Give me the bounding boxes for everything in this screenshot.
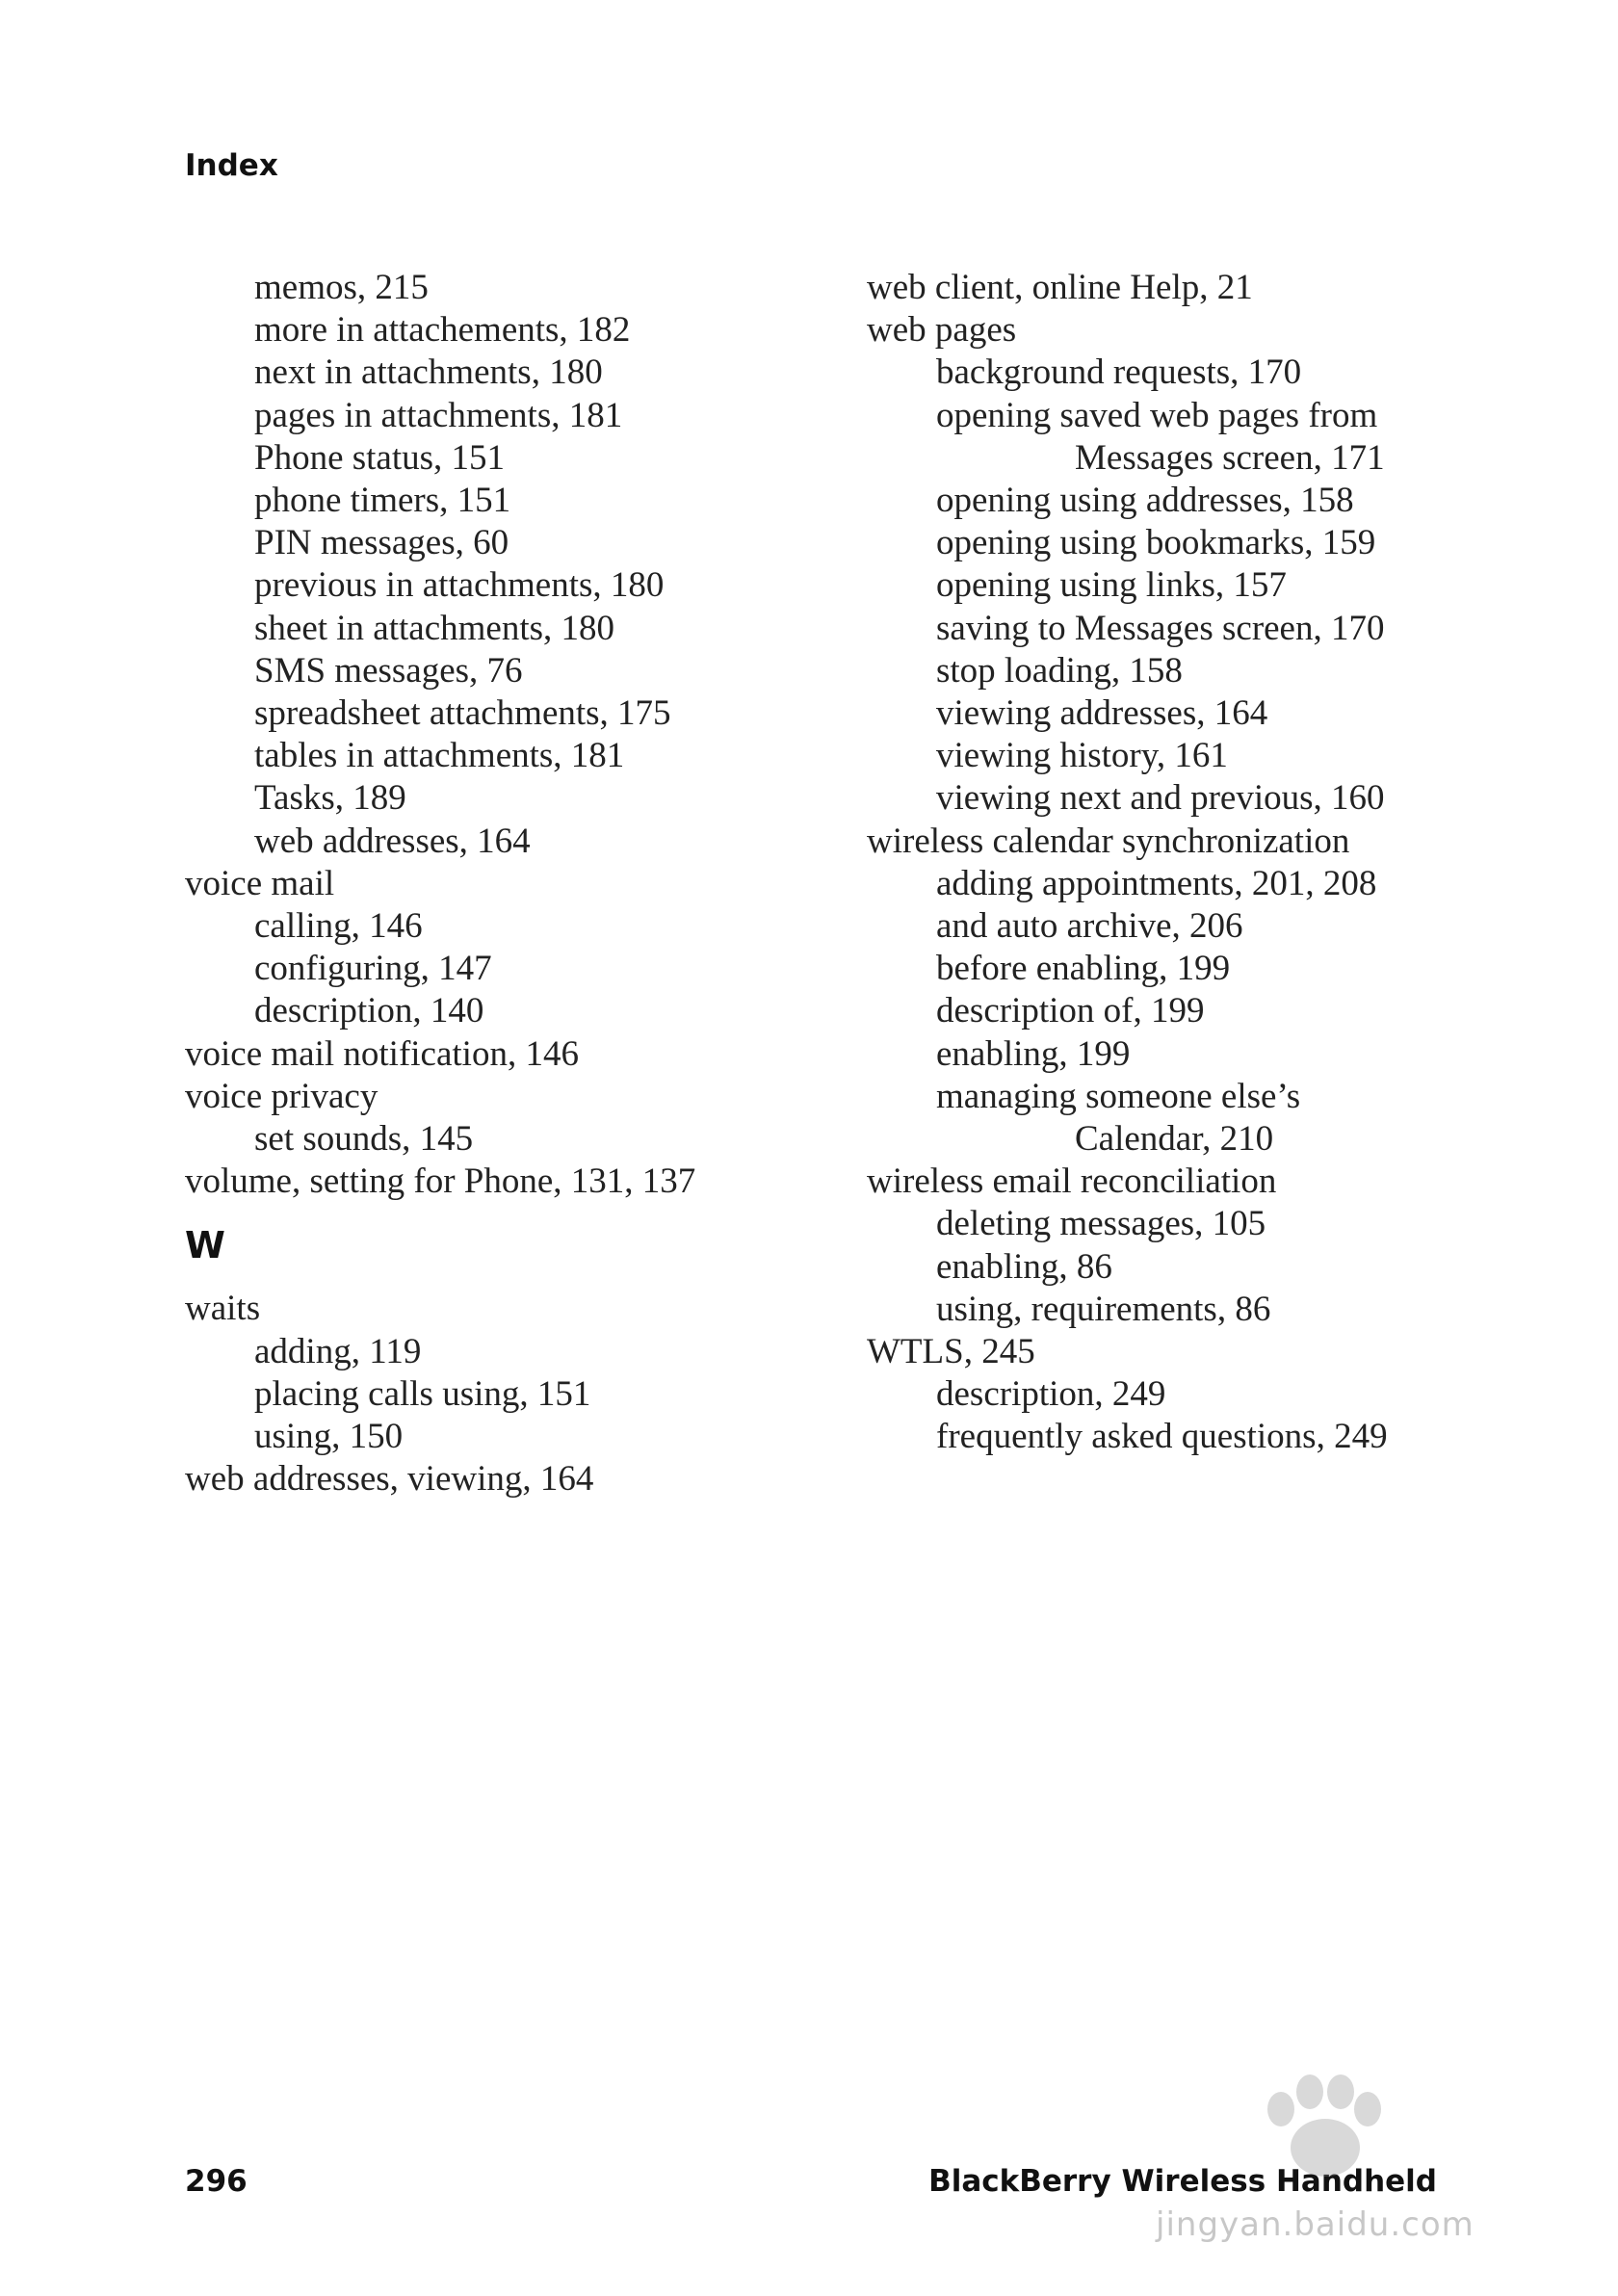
index-subentry: enabling, 86 — [936, 1246, 1112, 1287]
index-subentry: configuring, 147 — [254, 949, 492, 989]
index-subentry: more in attachements, 182 — [254, 310, 631, 351]
index-subentry: phone timers, 151 — [254, 481, 511, 521]
index-entry: voice privacy — [185, 1076, 378, 1116]
index-subentry: adding, 119 — [254, 1331, 422, 1371]
index-entry: web addresses, viewing, 164 — [185, 1459, 594, 1500]
index-subentry: Phone status, 151 — [254, 437, 506, 478]
index-subentry: and auto archive, 206 — [936, 906, 1243, 947]
index-subentry: deleting messages, 105 — [936, 1204, 1266, 1244]
section-letter: W — [185, 1224, 225, 1267]
index-entry: web client, online Help, 21 — [867, 268, 1253, 307]
index-subentry: using, requirements, 86 — [936, 1289, 1271, 1329]
index-subentry: description, 140 — [254, 991, 484, 1031]
index-subentry: opening using bookmarks, 159 — [936, 523, 1376, 563]
index-subentry: background requests, 170 — [936, 352, 1302, 393]
index-column-left — [185, 267, 840, 1500]
index-subentry: spreadsheet attachments, 175 — [254, 693, 671, 734]
index-subentry: viewing next and previous, 160 — [936, 778, 1385, 819]
index-subentry: Tasks, 189 — [254, 778, 406, 819]
running-head-title: Index — [185, 148, 278, 183]
index-subentry: web addresses, 164 — [254, 821, 531, 861]
index-subentry: pages in attachments, 181 — [254, 395, 623, 435]
index-subentry: next in attachments, 180 — [254, 352, 603, 393]
index-subentry: using, 150 — [254, 1417, 404, 1457]
index-subentry: set sounds, 145 — [254, 1119, 474, 1160]
index-subentry: managing someone else’s — [936, 1076, 1301, 1116]
index-subentry: description of, 199 — [936, 991, 1205, 1031]
index-subentry: stop loading, 158 — [936, 650, 1183, 691]
index-column-right — [867, 267, 1502, 1459]
watermark-text: jingyan.baidu.com — [1156, 2205, 1474, 2244]
index-subentry: viewing addresses, 164 — [936, 693, 1268, 734]
index-subentry: opening using addresses, 158 — [936, 481, 1354, 521]
index-subentry: placing calls using, 151 — [254, 1373, 591, 1414]
index-subentry: frequently asked questions, 249 — [936, 1417, 1388, 1457]
index-subentry: memos, 215 — [254, 268, 429, 307]
page-number: 296 — [185, 2164, 248, 2199]
index-entry: wireless calendar synchronization — [867, 821, 1350, 861]
index-subentry: tables in attachments, 181 — [254, 736, 625, 776]
index-subentry: before enabling, 199 — [936, 949, 1231, 989]
index-subentry: viewing history, 161 — [936, 736, 1228, 776]
index-entry: voice mail notification, 146 — [185, 1033, 579, 1074]
index-entry: waits — [185, 1289, 261, 1329]
index-entry: volume, setting for Phone, 131, 137 — [185, 1161, 696, 1202]
index-subentry: Calendar, 210 — [1075, 1119, 1274, 1160]
index-subentry: opening saved web pages from — [936, 395, 1378, 435]
index-subentry: SMS messages, 76 — [254, 650, 523, 691]
index-entry: web pages — [867, 310, 1017, 351]
index-entry: voice mail — [185, 863, 335, 903]
index-subentry: adding appointments, 201, 208 — [936, 863, 1377, 903]
book-title: BlackBerry Wireless Handheld — [928, 2164, 1437, 2199]
index-entry: WTLS, 245 — [867, 1332, 1035, 1372]
index-subentry: description, 249 — [936, 1374, 1166, 1415]
index-subentry: enabling, 199 — [936, 1033, 1131, 1074]
index-subentry: previous in attachments, 180 — [254, 565, 665, 606]
index-subentry: Messages screen, 171 — [1075, 437, 1385, 478]
index-subentry: calling, 146 — [254, 906, 423, 947]
index-entry: wireless email reconciliation — [867, 1161, 1277, 1202]
index-subentry: saving to Messages screen, 170 — [936, 608, 1385, 648]
index-subentry: PIN messages, 60 — [254, 523, 509, 563]
index-subentry: opening using links, 157 — [936, 565, 1287, 606]
index-subentry: sheet in attachments, 180 — [254, 608, 615, 648]
